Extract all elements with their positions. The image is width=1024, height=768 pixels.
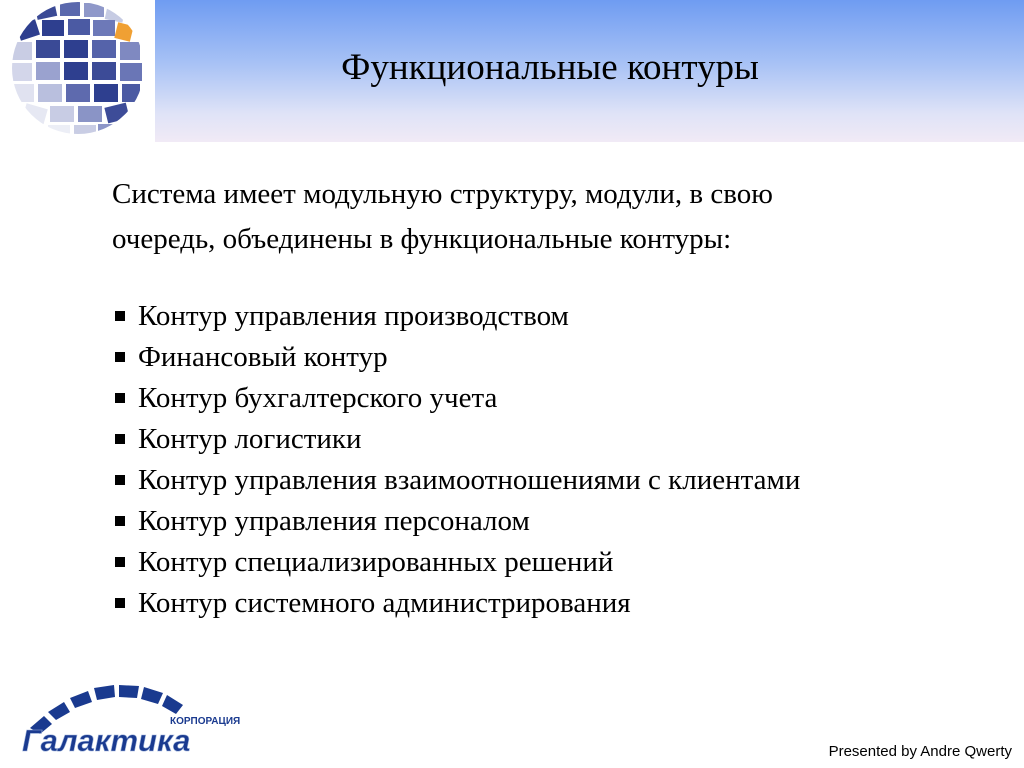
galaktika-logo [18, 676, 248, 760]
footer-credit: Presented by Andre Qwerty [828, 743, 1012, 760]
list-item-label: Контур управления производством [138, 300, 569, 332]
list-item-label: Контур управления взаимоотношениями с клиентами [138, 464, 801, 496]
list-item [112, 501, 992, 542]
square-bullet-icon [115, 475, 125, 485]
galaktika-logo-icon [18, 676, 248, 760]
square-bullet-icon [115, 352, 125, 362]
slide-title: Функциональные контуры [341, 47, 759, 88]
intro-line-1: Система имеет модульную структуру, модули, в свою [112, 178, 773, 210]
list-item [112, 542, 992, 583]
list-item-label: Контур управления персоналом [138, 505, 530, 537]
list-item-label: Контур бухгалтерского учета [138, 382, 498, 414]
globe-icon [0, 0, 155, 142]
list-item-label: Контур системного администрирования [138, 587, 631, 619]
square-bullet-icon [115, 598, 125, 608]
square-bullet-icon [115, 434, 125, 444]
square-bullet-icon [115, 311, 125, 321]
list-item [112, 337, 992, 378]
list-item-label: Контур специализированных решений [138, 546, 614, 578]
list-item [112, 460, 992, 501]
square-bullet-icon [115, 393, 125, 403]
logo-big-text: Галактика [22, 723, 191, 758]
intro-line-2: очередь, объединены в функциональные контуры: [112, 223, 732, 255]
intro-text [112, 172, 932, 262]
logo-small-text: КОРПОРАЦИЯ [170, 716, 241, 727]
list-item [112, 419, 992, 460]
list-item [112, 296, 992, 337]
list-item [112, 583, 992, 624]
list-item-label: Финансовый контур [138, 341, 388, 373]
list-item [112, 378, 992, 419]
contour-list [112, 296, 992, 624]
list-item-label: Контур логистики [138, 423, 362, 455]
globe-logo [0, 0, 155, 142]
square-bullet-icon [115, 516, 125, 526]
square-bullet-icon [115, 557, 125, 567]
